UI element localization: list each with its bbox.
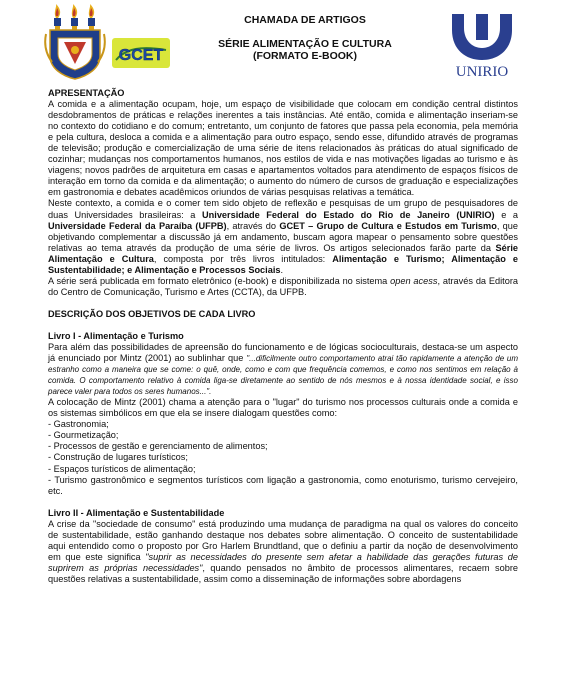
unirio-logo — [438, 10, 526, 80]
spacer — [48, 298, 518, 309]
ufpb-logo — [44, 4, 106, 80]
mintz-quote: "...dificilmente outro comportamento atrai tão rapidamente a atenção de um estranho como a maneira que se come: o quê, onde, como e com que frequência comemos, e como nos sentimos em relação à comida. O comportamento relativo à comida liga-se diretamente ao sentido de nós mesmos e à nossa identidade social, e isso parece valer para todos os seres humanos...". — [48, 354, 518, 397]
series-title: SÉRIE ALIMENTAÇÃO E CULTURA — [218, 38, 392, 50]
text-run: , que objetivando complementar a discussão já em andamento, buscam agora mapear o pensamento sobre questões relativas ao tema através da produção de uma série de livros. Os artigos selecionados farão parte da — [48, 220, 518, 253]
text-run: , quando pensados no âmbito de processos alimentares, recaem sobre questões relativas a sustentabilidade, assim como a disseminação de informações sobre abordagens — [48, 562, 518, 584]
ufpb-name: Universidade Federal da Paraíba (UFPB) — [48, 220, 227, 231]
list-item: - Espaços turísticos de alimentação; — [48, 463, 196, 474]
list-item: - Turismo gastronômico e segmentos turísticos com ligação a gastronomia, como enoturismo, turismo cervejeiro, etc. — [48, 474, 518, 496]
list-item: - Processos de gestão e gerenciamento de alimentos; — [48, 441, 268, 452]
unirio-logo-text: UNIRIO — [455, 64, 509, 80]
series-format: (FORMATO E-BOOK) — [252, 50, 357, 62]
apresentacao-paragraph-1: A comida e a alimentação ocupam, hoje, um espaço de visibilidade que colocam em condição central distintos desdobramentos de práticas e relações inerentes a tais instâncias. Até então, comida e alimentação inseriam-se no contexto do cotidiano e do comum; entretanto, um conjunto de fatores que passa pela economia, pela memória e pela cultura, desloca a comida e a alimentação para outro espaço, sendo esse, difundido através de programas de televisão; produção e comercialização de uma série de itens relacionados às práticas do atual significado de cozinhar; mudanças nos comportamentos humanos, nos estilos de vida e nas motivações ligadas ao turismo e às viagens; novos padrões de arquitetura em casas e apartamentos voltados para atendimento de espaços físicos de interação em torno da comida e da alimentação; o aumento do número de cursos de graduação e especializações em gastronomia e debates acadêmicos oriundos de várias pesquisas relativas a temática. — [48, 99, 518, 198]
livro1-paragraph-1 — [48, 342, 518, 397]
call-title: CHAMADA DE ARTIGOS — [244, 14, 366, 26]
series-name: Série Alimentação e Cultura — [48, 242, 518, 264]
livro1-topic-list — [48, 419, 518, 496]
text-run: . — [280, 264, 284, 275]
text-run: A crise da "sociedade de consumo" está produzindo uma mudança de paradigma na qual os valores do conceito de sustentabilidade, estão ganhando destaque nos debates sobre alimentação. O conceito de sustentabilidade aqui entendido como o proposto por Gro Harlem Brundtland, que o definiu a partir da noção de desenvolvimento em que este significa — [48, 518, 518, 562]
text-run: , através da Editora do Centro de Comunicação, Turismo e Artes (CCTA), da UFPB. — [48, 275, 518, 297]
text-run: Neste contexto, a comida e o comer tem sido objeto de reflexão e pesquisas de um grupo de pesquisadores de duas Universidades brasileiras: a — [48, 198, 518, 220]
text-run: A série será publicada em formato eletrônico (e-book) e disponibilizada no sistema — [48, 275, 391, 286]
gcet-logo-text: GCET — [118, 47, 164, 64]
livro2-paragraph-1 — [48, 519, 518, 585]
text-run: Para além das possibilidades de apreensão do funcionamento e de lógicas socioculturais, destaca-se um aspecto já enunciado por Mintz (2001) ao sublinhar que — [48, 341, 518, 364]
section-heading-objetivos: DESCRIÇÃO DOS OBJETIVOS DE CADA LIVRO — [48, 308, 256, 319]
open-access-term: open acess — [390, 275, 438, 286]
text-run: , composta por três livros intitulados: — [153, 253, 333, 264]
text-run: , através do — [226, 220, 280, 231]
livro1-paragraph-2: A colocação de Mintz (2001) chama a atenção para o "lugar" do turismo nos processos culturais onde a comida e os sistemas simbólicos em que ela se insere dialogam questões como: — [48, 397, 518, 419]
page-header — [0, 0, 566, 90]
list-item: - Gastronomia; — [48, 419, 109, 430]
gcet-logo — [112, 38, 170, 68]
list-item: - Gourmetização; — [48, 430, 119, 441]
unirio-name: Universidade Federal do Estado do Rio de Janeiro (UNIRIO) — [202, 209, 495, 220]
document-body — [48, 88, 518, 585]
livro2-heading: Livro II - Alimentação e Sustentabilidade — [48, 507, 225, 518]
spacer — [48, 320, 518, 331]
title-block — [170, 14, 440, 62]
text-run: e a — [494, 209, 519, 220]
spacer — [48, 497, 518, 508]
list-item: - Construção de lugares turísticos; — [48, 452, 188, 463]
apresentacao-paragraph-2 — [48, 198, 518, 275]
livro1-heading: Livro I - Alimentação e Turismo — [48, 330, 184, 341]
brundtland-quote: "suprir as necessidades do presente sem afetar a habilidade das gerações futuras de suprirem as próprias necessidades" — [48, 551, 518, 573]
apresentacao-paragraph-3 — [48, 276, 518, 298]
gcet-name: GCET – Grupo de Cultura e Estudos em Turismo — [279, 220, 497, 231]
section-heading-apresentacao: APRESENTAÇÃO — [48, 88, 125, 98]
book-titles: Alimentação e Turismo; Alimentação e Sustentabilidade; e Alimentação e Processos Sociais — [48, 253, 518, 275]
